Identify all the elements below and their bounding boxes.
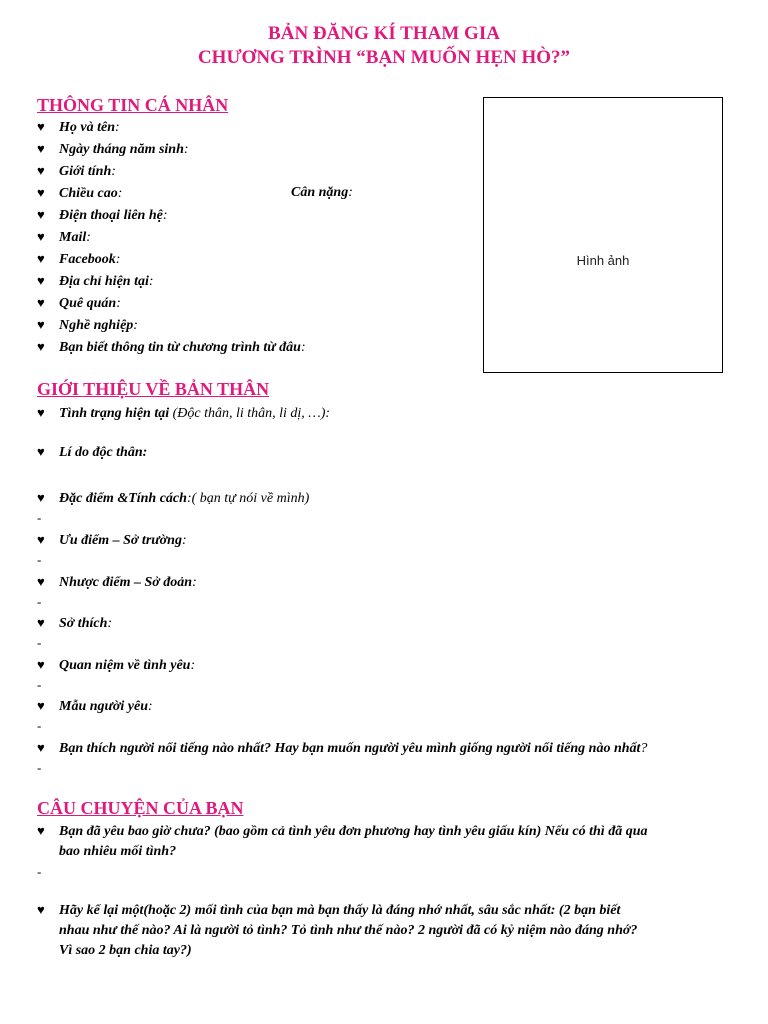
answer-dash: - bbox=[37, 552, 42, 567]
heart-bullet-icon: ♥ bbox=[37, 657, 45, 672]
heart-bullet-icon: ♥ bbox=[37, 740, 45, 755]
field-mail: ♥ Mail: bbox=[37, 229, 91, 245]
heart-bullet-icon: ♥ bbox=[37, 444, 45, 459]
field-dob: ♥ Ngày tháng năm sinh: bbox=[37, 141, 189, 157]
personal-info-heading: THÔNG TIN CÁ NHÂN bbox=[37, 95, 229, 115]
field-weight: Cân nặng: bbox=[291, 185, 353, 200]
heart-bullet-icon: ♥ bbox=[37, 185, 45, 200]
answer-dash: - bbox=[37, 677, 42, 692]
heart-bullet-icon: ♥ bbox=[37, 490, 45, 505]
form-title-line1: BẢN ĐĂNG KÍ THAM GIA bbox=[268, 23, 500, 44]
heart-bullet-icon: ♥ bbox=[37, 317, 45, 332]
heart-bullet-icon: ♥ bbox=[37, 163, 45, 178]
heart-bullet-icon: ♥ bbox=[37, 902, 45, 917]
answer-dash: - bbox=[37, 718, 42, 733]
heart-bullet-icon: ♥ bbox=[37, 339, 45, 354]
field-weaknesses: ♥ Nhược điểm – Sở đoản: bbox=[37, 574, 197, 590]
field-height-weight: ♥ Chiều cao: Cân nặng: bbox=[37, 185, 353, 201]
heart-bullet-icon: ♥ bbox=[37, 532, 45, 547]
heart-bullet-icon: ♥ bbox=[37, 698, 45, 713]
field-status: ♥ Tình trạng hiện tại (Độc thân, li thân, li dị, …): bbox=[37, 405, 331, 421]
heart-bullet-icon: ♥ bbox=[37, 574, 45, 589]
question-love-history: ♥ Bạn đã yêu bao giờ chưa? (bao gồm cả tình yêu đơn phương hay tình yêu giấu kín) Nếu có thì đã qua bao nhiêu mối tình? bbox=[37, 823, 648, 859]
answer-dash: - bbox=[37, 760, 42, 775]
your-story-heading: CÂU CHUYỆN CỦA BẠN bbox=[37, 798, 244, 818]
field-ideal-partner: ♥ Mẫu người yêu: bbox=[37, 698, 153, 714]
answer-dash: - bbox=[37, 510, 42, 525]
form-title-line2: CHƯƠNG TRÌNH “BẠN MUỐN HẸN HÒ?” bbox=[197, 47, 571, 68]
field-name: ♥ Họ và tên: bbox=[37, 119, 120, 135]
heart-bullet-icon: ♥ bbox=[37, 141, 45, 156]
answer-dash: - bbox=[37, 594, 42, 609]
heart-bullet-icon: ♥ bbox=[37, 119, 45, 134]
heart-bullet-icon: ♥ bbox=[37, 207, 45, 222]
field-single-reason: ♥ Lí do độc thân: bbox=[37, 444, 148, 460]
field-celebrity: ♥ Bạn thích người nổi tiếng nào nhất? Hay bạn muốn người yêu mình giống người nổi tiếng nào nhất? bbox=[37, 740, 648, 756]
photo-label: Hình ảnh bbox=[576, 253, 630, 268]
field-job: ♥ Nghề nghiệp: bbox=[37, 317, 138, 333]
field-hobbies: ♥ Sở thích: bbox=[37, 615, 113, 631]
heart-bullet-icon: ♥ bbox=[37, 273, 45, 288]
heart-bullet-icon: ♥ bbox=[37, 405, 45, 420]
field-strengths: ♥ Ưu điểm – Sở trường: bbox=[37, 532, 187, 548]
field-hometown: ♥ Quê quán: bbox=[37, 295, 121, 311]
field-love-view: ♥ Quan niệm về tình yêu: bbox=[37, 657, 196, 673]
answer-dash: - bbox=[37, 635, 42, 650]
field-source: ♥ Bạn biết thông tin từ chương trình từ đâu: bbox=[37, 339, 306, 355]
field-facebook: ♥ Facebook: bbox=[37, 251, 121, 267]
heart-bullet-icon: ♥ bbox=[37, 615, 45, 630]
field-address: ♥ Địa chỉ hiện tại: bbox=[37, 273, 154, 289]
answer-dash: - bbox=[37, 864, 42, 879]
field-character: ♥ Đặc điểm &Tính cách:( bạn tự nói về mình) bbox=[37, 490, 310, 506]
heart-bullet-icon: ♥ bbox=[37, 295, 45, 310]
field-phone: ♥ Điện thoại liên hệ: bbox=[37, 207, 168, 223]
field-gender: ♥ Giới tính: bbox=[37, 163, 116, 179]
question-memorable-love: ♥ Hãy kể lại một(hoặc 2) mối tình của bạn mà bạn thấy là đáng nhớ nhất, sâu sắc nhất: (2 bạn biết nhau như thế nào? Ai là người tỏ tình? Tỏ tình như thế nào? 2 người đã có kỷ niệm nào đáng nhớ? Vì sao 2 bạn chia tay?) bbox=[37, 902, 638, 958]
self-intro-heading: GIỚI THIỆU VỀ BẢN THÂN bbox=[37, 379, 270, 399]
photo-placeholder[interactable] bbox=[483, 97, 723, 373]
heart-bullet-icon: ♥ bbox=[37, 229, 45, 244]
heart-bullet-icon: ♥ bbox=[37, 251, 45, 266]
heart-bullet-icon: ♥ bbox=[37, 823, 45, 838]
